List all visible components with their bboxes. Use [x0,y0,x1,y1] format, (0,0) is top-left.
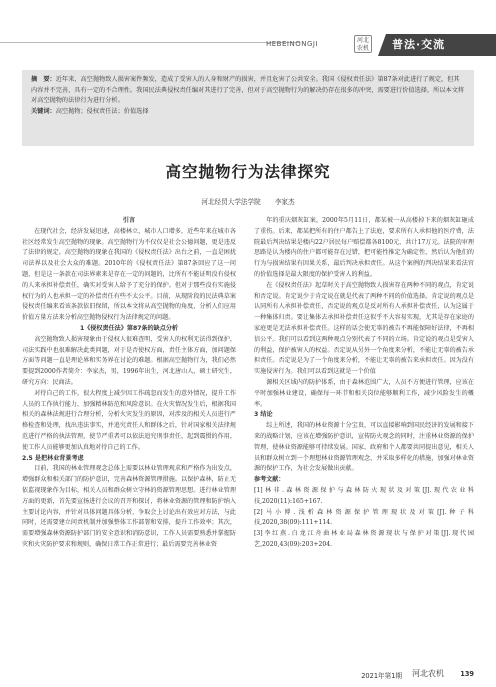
abstract-text: 近年来，高空抛物致人损害案件频发，造成了受害人的人身和财产的损害，并且危害了公共安全。我国《侵权责任法》第87条对此进行了规定，但其内容并不完善，具有一定的不合理性。我国民法典侵权责任编对其进行了完善，但对于高空抛物行为的解决仍存在很多的冲突，需要进行价值选择，所以本文将对高空抛物的法律行为进行分析。 [31,76,465,105]
conclusion-heading: 3 结论 [254,411,273,419]
left-column [22,216,236,668]
section-2-5-paragraph: 目前，我国的林业管理观念总体上需要以林业管理观求和严格作为出发点，增强群众和相关部门的防护意识，完善森林资源管理措施。以保护森林，防止无依监视现象作为目标，相关人员和群众树立守林的资源管理思想。进行林业管理方面的更新，首先要宣扬进行会议的召开和探讨，将林业资源的管理和防护纳入主要讨论内容，并针对具体问题具体分析，争取会上讨论出有效应对方法，与此同时，还需要建立问责机制并加强整体工作部署和安排，提升工作效率；其次，需要增强森林资源防护部门的安全意识和消防意识，工作人员需要熟悉并掌握防灾和火灾防护要求和规则，确保日常工作正常进行；最后需要完善林业资 [22,465,236,548]
author-name: 李家杰 [274,198,295,206]
header-rule [0,42,300,43]
author-affiliation: 河北经贸大学法学院 [201,198,261,206]
intro-paragraph: 在现代社会，经济发展迅速，高楼林立，城市人口增多，近些年来在城市各社区经常发生高空抛物的现象。高空抛物行为不仅仅是社会公德问题，更是违反了法律的规定。高空抛物的现象在我国的《侵权责任法》出台之前，一直是困扰司法界以及社会大众的难题。2010年的《侵权责任法》第87条回应了这一问题，但是这一条款在司法界素来是存在一定的问题的，比所有不能证明没有侵权的人来承担补偿责任，确实对受害人给予了充分的保护。但对于那些没有实施侵权行为的人也承担一定的补偿责任有些不太公平。目前，从现阶段的民法典草案侵权责任编来看该条款依旧保留，所以本文将从高空抛物的角度，分析人们应用价值方量方法来分析高空抛物侵权行为法律规定的问题。 [22,227,236,322]
abstract-label: 摘 要： [31,76,56,83]
magazine-mark: 河北农机 [412,669,444,678]
abstract-paragraph [31,75,465,107]
article-title: 高空抛物行为法律探究 [165,163,331,181]
conclusion-paragraph: 综上所述，我国的林业资源十分宝贵，可以直接影响到国民经济的发展和接下来的战略计划，应该在增强防护意识，宣传防火观念的同时，注重林业资源的保护管理，使林业资源能够可持续发展。国家、政府和个人都要共同提出意见，相关人员和群众树立到一个理想林业资源管理观念，并采取多样化的措施，加强对林业资源的保护工作，为社会发展做出贡献。 [254,422,474,473]
magazine-name: HEBEINONGJI [265,40,318,48]
magazine-seal-logo: 河北 农机 [354,35,372,53]
references-heading: 参考文献： [254,476,285,484]
continuation-paragraph: 对待自己的工作，很大程度上减少因工作疏忽而发生的意外情况，提升工作人员的工作执行能力，加强精林防范和风险意识。在火灾情况发生后，根据我国相关的森林法规进行合理分析，分析火灾发生的原因，对涉及的相关人员进行严格检查和处理，找出违法事实，并追究责任人和群体之后，针对国家相关法律规范进行严格的执法管理，使节严重者可以依法追究刑事责任，起到震慑的作用，使工作人员能够更加认真地对待自己的工作。 [22,389,236,451]
keywords-text: 高空抛物；侵权责任法；价值选择 [55,107,149,115]
section-2-5-heading: 2.5 是把林业背景考虑 [22,454,84,462]
case-paragraph: 年的重庆烟灰缸案，2000年5月11日，都某被一从高楼掉下来的烟灰缸砸成了重伤。后来，都某把所有的住户都告上了法庭，要求所有人承担他的医疗费，法院最后判决结果是楼内22户居民每户赔偿都各8100元，共计17万元。法院的审理思路是认为楼内的住户都可能存在过错，把可能性推定为确定性，然后认为他们的行为与损害结果有因果关系，最后判决承担责任。从这个案例的判决结果来看法官的价值选择是最大限度的保护受害人的利益。 [254,217,474,278]
right-column [254,216,474,668]
section-1-heading: 1《侵权责任法》第87条的缺点分析 [79,324,179,332]
debate-paragraph: 在《侵权责任法》起草时关于高空抛物致人损害存在两种不同的观点，肯定说和否定说。肯定说少于肯定说在就是代表了两种不同的价值选择。肯定说的观点是认同所有人承担补偿责任，否定说的观点是反对所有人承担补偿责任，认为这属于一种集体归责。要让集体去承担补偿责任这似乎不大容易实现，尤其是存在家庭的家庭更是无法承担补偿责任。这样的话会使无辜的被告不再能保障好法律，不再相信公平。我们可以看到这两种观点分别代表了不同的立场。肯定说的观点是受害人的利益，保护被害人的权益。否定说从另外一个角度来分析，不能让无辜的被告承担责任。否定说是为了一个角度来分析，不能让无辜的被告来承担责任。因为没有实施侵害行为。我们可以看到这就是一个价值 [254,281,474,376]
reference-item: [3]李红燕.白龙江舟曲林业局森林资源现状与保护对策[J].现代园艺,2020,43(09):203+204. [254,530,474,548]
continuation-paragraph-right: 源相关区域内的防护体系，由于森林范围广大，人员不方便进行管理，应该在平时加强林业建设，确保每一环节和相关岗位能够顺利工作，减少风险发生的概率。 [254,378,474,408]
issue-label: 2021年第1期 [361,672,402,680]
section-1-paragraph: 高空抛物致人损害现象由于侵权人很难查明，受害人的权利无法得到保护，司法实践中也很难解决此类问题，对于是否使权方面，责任主体方面，加问题保方面等问题一直是理论界和实务界在讨论的难题。根据高空抛物行为，我们必然要提到2000作者简介：李家杰，男，1996年出生，河北唐山人，硕士研究生，研究方向：民商法。 [22,335,236,386]
keywords-line [31,107,465,118]
author-line [0,196,496,206]
page-number: 139 [460,670,474,678]
abstract-box [22,70,474,146]
reference-item: [2]马小博.浅析森林资源保护管理现状及对策[J].种子科技,2020,38(09):111+114. [254,508,474,527]
reference-item: [1]林非.森林资源保护与森林防火现状及对策[J].现代农业科技,2020(11):165+167. [254,486,474,505]
page-footer [22,668,474,684]
section-tag: 普法·交流 [378,34,496,56]
intro-heading: 引言 [122,217,136,224]
page-header [0,0,496,56]
keywords-label: 关键词： [31,107,56,115]
